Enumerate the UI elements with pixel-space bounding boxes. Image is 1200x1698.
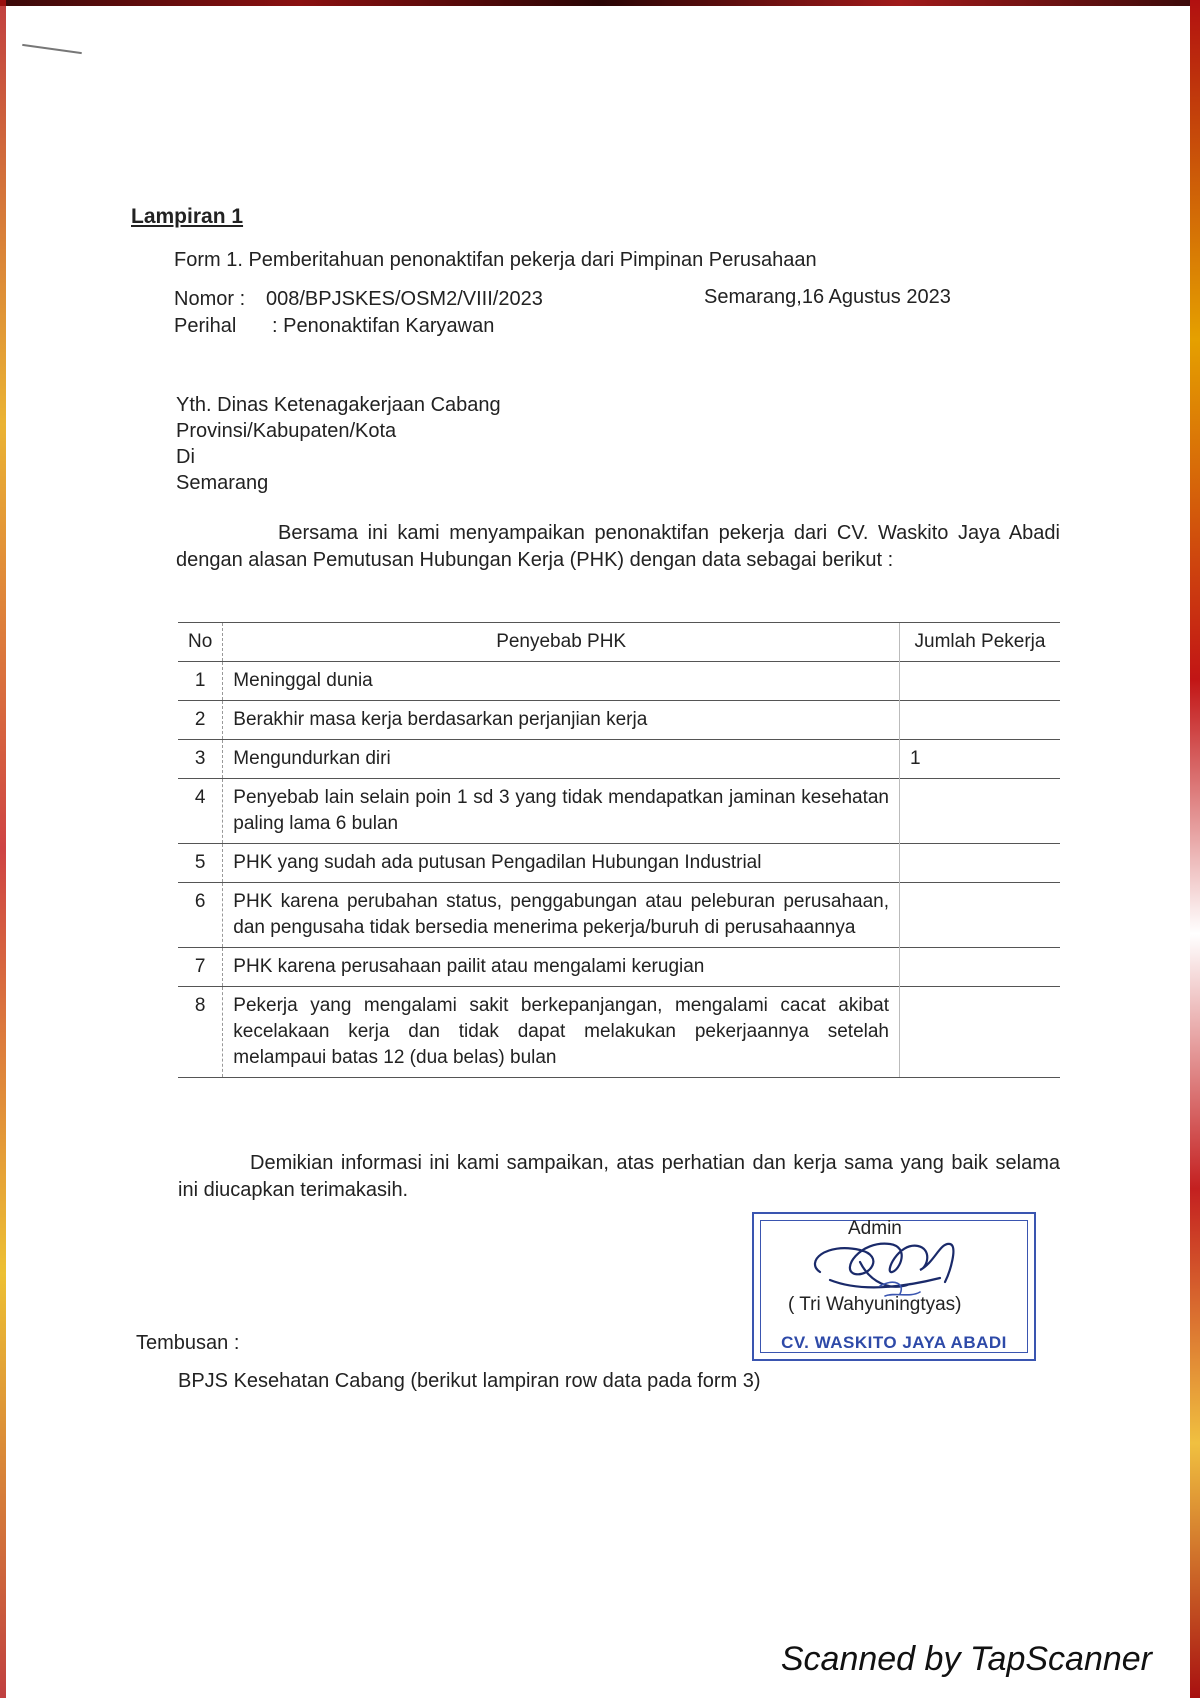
header-cause: Penyebab PHK [223,623,900,662]
signatory-name: ( Tri Wahyuningtyas) [788,1294,962,1315]
addressee-line-4: Semarang [176,472,269,494]
handwritten-signature [800,1222,990,1302]
perihal-value: : Penonaktifan Karyawan [272,315,495,337]
place-date: Semarang,16 Agustus 2023 [704,286,951,308]
signatory-role: Admin [848,1218,902,1239]
row-no: 5 [178,844,223,883]
table-row [178,662,1060,701]
perihal-label: Perihal [174,315,237,337]
row-cause: Meninggal dunia [223,662,900,701]
row-count [900,987,1061,1078]
row-no: 7 [178,948,223,987]
header-no: No [178,623,223,662]
row-count [900,701,1061,740]
nomor-value: 008/BPJSKES/OSM2/VIII/2023 [266,288,543,310]
table-row [178,844,1060,883]
addressee-line-2: Provinsi/Kabupaten/Kota [176,420,397,442]
addressee-line-3: Di [176,446,195,468]
row-count [900,779,1061,844]
scanner-watermark: Scanned by TapScanner [780,1640,1152,1678]
row-cause: Pekerja yang mengalami sakit berkepanjangan, mengalami cacat akibat kecelakaan kerja dan tidak dapat melakukan pekerjaannya setelah melampaui batas 12 (dua belas) bulan [223,987,900,1078]
row-cause: Mengundurkan diri [223,740,900,779]
row-no: 6 [178,883,223,948]
stamp-company-name: CV. WASKITO JAYA ABADI [781,1333,1007,1352]
row-count [900,883,1061,948]
form-title: Form 1. Pemberitahuan penonaktifan pekerja dari Pimpinan Perusahaan [174,249,817,271]
row-no: 4 [178,779,223,844]
row-no: 8 [178,987,223,1078]
lampiran-heading: Lampiran 1 [131,205,244,228]
row-no: 1 [178,662,223,701]
scan-edge-left [0,0,6,1698]
row-no: 2 [178,701,223,740]
table-row [178,987,1060,1078]
row-count: 1 [900,740,1061,779]
table-row [178,701,1060,740]
closing-paragraph: Demikian informasi ini kami sampaikan, atas perhatian dan kerja sama yang baik selama ini diucapkan terimakasih. [178,1152,1060,1201]
row-cause: Berakhir masa kerja berdasarkan perjanjian kerja [223,701,900,740]
scan-scratch-mark [22,44,82,54]
row-count [900,662,1061,701]
table-row [178,948,1060,987]
table-header-row [178,623,1060,662]
intro-paragraph: Bersama ini kami menyampaikan penonaktifan pekerja dari CV. Waskito Jaya Abadi dengan alasan Pemutusan Hubungan Kerja (PHK) dengan data sebagai berikut : [176,522,1060,571]
row-cause: PHK karena perusahaan pailit atau mengalami kerugian [223,948,900,987]
row-cause: PHK karena perubahan status, penggabungan atau peleburan perusahaan, dan pengusaha tidak bersedia menerima pekerja/buruh di perusahaannya [223,883,900,948]
scan-edge-top [0,0,1200,6]
row-count [900,948,1061,987]
row-cause: PHK yang sudah ada putusan Pengadilan Hubungan Industrial [223,844,900,883]
table-row [178,779,1060,844]
tembusan-label: Tembusan : [136,1332,240,1354]
phk-table [178,622,1060,1078]
table-row [178,740,1060,779]
row-cause: Penyebab lain selain poin 1 sd 3 yang tidak mendapatkan jaminan kesehatan paling lama 6 bulan [223,779,900,844]
header-count: Jumlah Pekerja [900,623,1061,662]
row-no: 3 [178,740,223,779]
tembusan-value: BPJS Kesehatan Cabang (berikut lampiran row data pada form 3) [178,1370,761,1392]
table-row [178,883,1060,948]
scan-edge-right [1190,0,1200,1698]
addressee-line-1: Yth. Dinas Ketenagakerjaan Cabang [176,394,501,416]
row-count [900,844,1061,883]
nomor-label: Nomor : [174,288,246,310]
